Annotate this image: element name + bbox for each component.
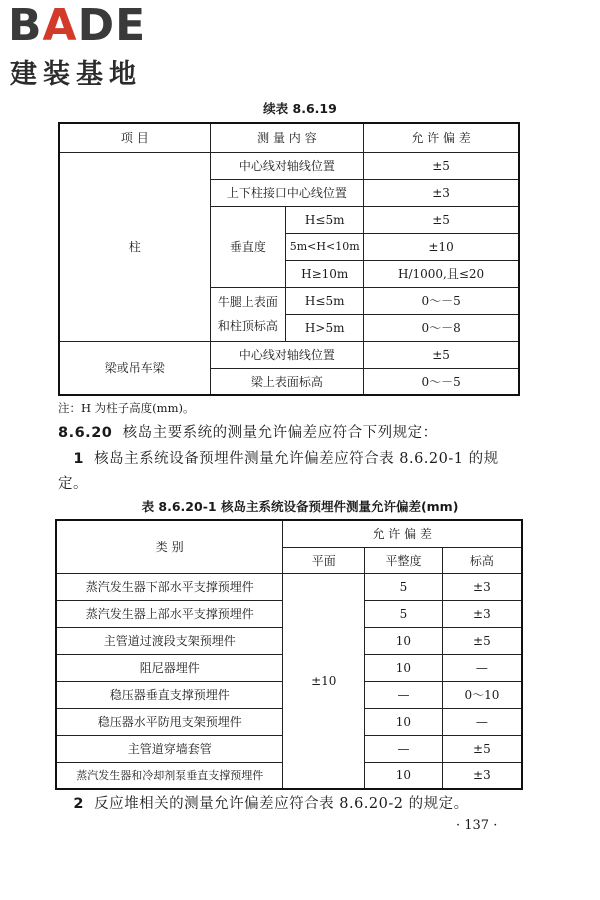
cell-flatness: 5 (365, 573, 443, 600)
cell-category: 主管道穿墙套管 (56, 735, 283, 762)
cell-condition: H≤5m (286, 287, 364, 314)
cell-category: 稳压器水平防甩支架预埋件 (56, 708, 283, 735)
clause-number: 8.6.20 (58, 425, 113, 441)
clause-text: 核岛主要系统的测量允许偏差应符合下列规定： (122, 425, 438, 441)
cell-plane-merged: ±10 (283, 573, 365, 789)
cell-elevation: ±5 (442, 627, 522, 654)
item-text: 反应堆相关的测量允许偏差应符合表 8.6.20-2 的规定。 (94, 796, 469, 812)
logo-wordmark: BADE (8, 0, 147, 51)
page-number: · 137 · (456, 818, 498, 833)
cell-content: 中心线对轴线位置 (210, 341, 364, 368)
header-item: 项 目 (59, 123, 210, 152)
table-header-row (56, 520, 522, 547)
cell-elevation: ±5 (442, 735, 522, 762)
cell-category: 阻尼器埋件 (56, 654, 283, 681)
cell-content: 中心线对轴线位置 (210, 152, 364, 179)
header-flatness: 平整度 (365, 547, 443, 573)
header-tolerance: 允 许 偏 差 (283, 520, 522, 547)
cell-elevation: — (442, 708, 522, 735)
cell-content: 梁上表面标高 (210, 368, 364, 395)
cell-tolerance: ±10 (364, 233, 519, 260)
cell-flatness: 10 (365, 654, 443, 681)
cell-flatness: 10 (365, 762, 443, 789)
cell-category: 稳压器垂直支撑预埋件 (56, 681, 283, 708)
embedded-parts-tolerance-table (55, 519, 523, 790)
cell-condition: 5m<H<10m (286, 233, 364, 260)
table-note: 注：H 为柱子高度(mm)。 (58, 401, 195, 415)
header-tolerance: 允 许 偏 差 (364, 123, 519, 152)
cell-group-elevation: 牛腿上表面和柱顶标高 (210, 287, 286, 341)
cell-flatness: — (365, 735, 443, 762)
cell-tolerance: ±3 (364, 179, 519, 206)
cell-elevation: — (442, 654, 522, 681)
header-plane: 平面 (283, 547, 365, 573)
header-elevation: 标高 (442, 547, 522, 573)
cell-elevation: ±3 (442, 762, 522, 789)
tolerance-table-8-6-19 (58, 122, 520, 396)
table-row (59, 152, 519, 179)
cell-condition: H>5m (286, 314, 364, 341)
table-header-row (59, 123, 519, 152)
cell-tolerance: 0～－5 (364, 287, 519, 314)
table2-caption: 表 8.6.20-1 核岛主系统设备预埋件测量允许偏差(mm) (141, 499, 459, 514)
cell-tolerance: 0～－5 (364, 368, 519, 395)
clause-8-6-20 (58, 421, 438, 442)
cell-flatness: — (365, 681, 443, 708)
cell-elevation: ±3 (442, 600, 522, 627)
cell-category: 蒸汽发生器上部水平支撑预埋件 (56, 600, 283, 627)
cell-elevation: ±3 (442, 573, 522, 600)
table-row (56, 573, 522, 600)
cell-flatness: 5 (365, 600, 443, 627)
cell-category: 主管道过渡段支架预埋件 (56, 627, 283, 654)
row-label-beam: 梁或吊车梁 (59, 341, 210, 395)
cell-group-verticality: 垂直度 (210, 206, 286, 287)
cell-tolerance: ±5 (364, 152, 519, 179)
cell-elevation: 0～10 (442, 681, 522, 708)
cell-flatness: 10 (365, 627, 443, 654)
cell-category: 蒸汽发生器下部水平支撑预埋件 (56, 573, 283, 600)
item-number: 1 (73, 451, 84, 467)
item-number: 2 (73, 796, 84, 812)
cell-condition: H≤5m (286, 206, 364, 233)
cell-flatness: 10 (365, 708, 443, 735)
item-text: 核岛主系统设备预埋件测量允许偏差应符合表 8.6.20-1 的规定。 (58, 451, 499, 492)
cell-tolerance: H/1000,且≤20 (364, 260, 519, 287)
cell-condition: H≥10m (286, 260, 364, 287)
cell-tolerance: 0～－8 (364, 314, 519, 341)
table1-caption: 续表 8.6.19 (263, 101, 337, 116)
item-1-paragraph (58, 447, 528, 497)
logo-subtitle: 建装基地 (10, 59, 142, 90)
header-category: 类 别 (56, 520, 283, 573)
cell-tolerance: ±5 (364, 206, 519, 233)
header-content: 测 量 内 容 (210, 123, 364, 152)
row-label-column: 柱 (59, 152, 210, 341)
bade-logo (8, 0, 178, 90)
cell-category: 蒸汽发生器和冷却剂泵垂直支撑预埋件 (56, 762, 283, 789)
cell-tolerance: ±5 (364, 341, 519, 368)
table-row (59, 341, 519, 368)
item-2-paragraph (58, 792, 469, 813)
cell-content: 上下柱接口中心线位置 (210, 179, 364, 206)
